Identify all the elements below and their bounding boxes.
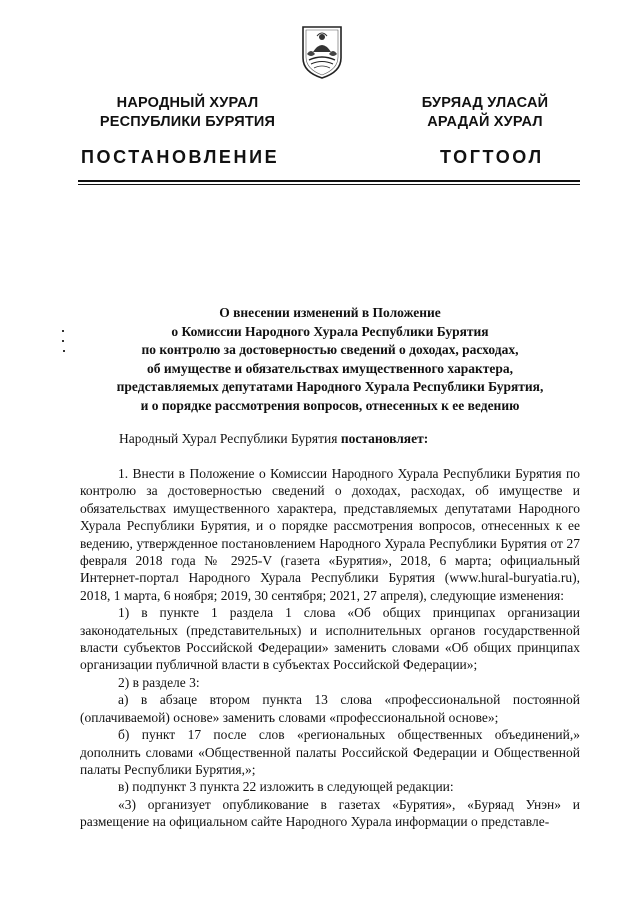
body-paragraph: 1) в пункте 1 раздела 1 слова «Об общих принципах организации законодательных (представительных) и исполнительных органов государственной власти субъектов Российской Федерации» заменить словами «Об общих принципах организации публичной власти в субъектах Российской Федерации»; xyxy=(80,605,580,673)
body-paragraph: в) подпункт 3 пункта 22 изложить в следующей редакции: xyxy=(118,779,454,795)
scan-mark xyxy=(63,350,65,352)
scan-mark xyxy=(62,330,64,332)
document-title xyxy=(80,304,580,415)
header-left-line-2: РЕСПУБЛИКИ БУРЯТИЯ xyxy=(99,114,276,130)
intro-text: Народный Хурал Республики Бурятия xyxy=(119,431,341,446)
scan-mark xyxy=(62,340,64,342)
title-line: и о порядке рассмотрения вопросов, отнесенных к ее ведению xyxy=(140,397,520,413)
body-paragraph: б) пункт 17 после слов «региональных общественных объединений,» дополнить словами «Общественной палаты Российской Федерации и Общественной палаты Республики Бурятия,»; xyxy=(80,727,580,777)
intro-keyword: постановляет: xyxy=(340,431,429,446)
header-left-org xyxy=(85,94,290,132)
body-paragraph: 1. Внести в Положение о Комиссии Народного Хурала Республики Бурятия по контролю за достоверностью сведений о доходах, расходах, об имуществе и обязательствах имущественного характера, представляемых депутатами Народного Хурала Республики Бурятия, и о порядке рассмотрения вопросов, отнесенных к ее ведению, утвержденное постановлением Народного Хурала Республики Бурятия от 27 февраля 2018 года № 2925-V (газета «Бурятия», 2018, 6 марта; официальный Интернет-портал Народного Хурала Республики Бурятия (www.hural-buryatia.ru), 2018, 1 марта, 6 ноября; 2019, 30 сентября; 2021, 27 апреля), следующие изменения: xyxy=(80,466,580,603)
title-line: об имуществе и обязательствах имущественного характера, xyxy=(146,360,514,376)
header-divider-thick xyxy=(78,180,580,182)
title-line: о Комиссии Народного Хурала Республики Бурятия xyxy=(171,323,489,339)
header-divider-thin xyxy=(78,184,580,185)
title-line: О внесении изменений в Положение xyxy=(219,305,441,320)
header-right-line-1: БУРЯАД УЛАСАЙ xyxy=(421,95,549,111)
coat-of-arms-emblem xyxy=(301,24,343,80)
doctype-left: ПОСТАНОВЛЕНИЕ xyxy=(81,147,280,167)
document-body xyxy=(80,465,580,831)
body-paragraph: а) в абзаце втором пункта 13 слова «профессиональной постоянной (оплачиваемой) основе» заменить словами «профессиональной основе»; xyxy=(80,692,580,725)
header-right-org xyxy=(400,94,570,132)
doctype-right: ТОГТООЛ xyxy=(440,147,544,167)
title-line: по контролю за достоверностью сведений о доходах, расходах, xyxy=(141,342,519,357)
header-right-line-2: АРАДАЙ ХУРАЛ xyxy=(427,114,543,130)
title-line: представляемых депутатами Народного Хурала Республики Бурятия, xyxy=(116,379,544,394)
resolution-intro xyxy=(119,430,428,448)
body-paragraph: 2) в разделе 3: xyxy=(118,674,200,690)
header-left-line-1: НАРОДНЫЙ ХУРАЛ xyxy=(116,95,259,111)
body-paragraph: «3) организует опубликование в газетах «Бурятия», «Буряад Унэн» и размещение на официальном сайте Народного Хурала информации о представле- xyxy=(80,796,580,830)
